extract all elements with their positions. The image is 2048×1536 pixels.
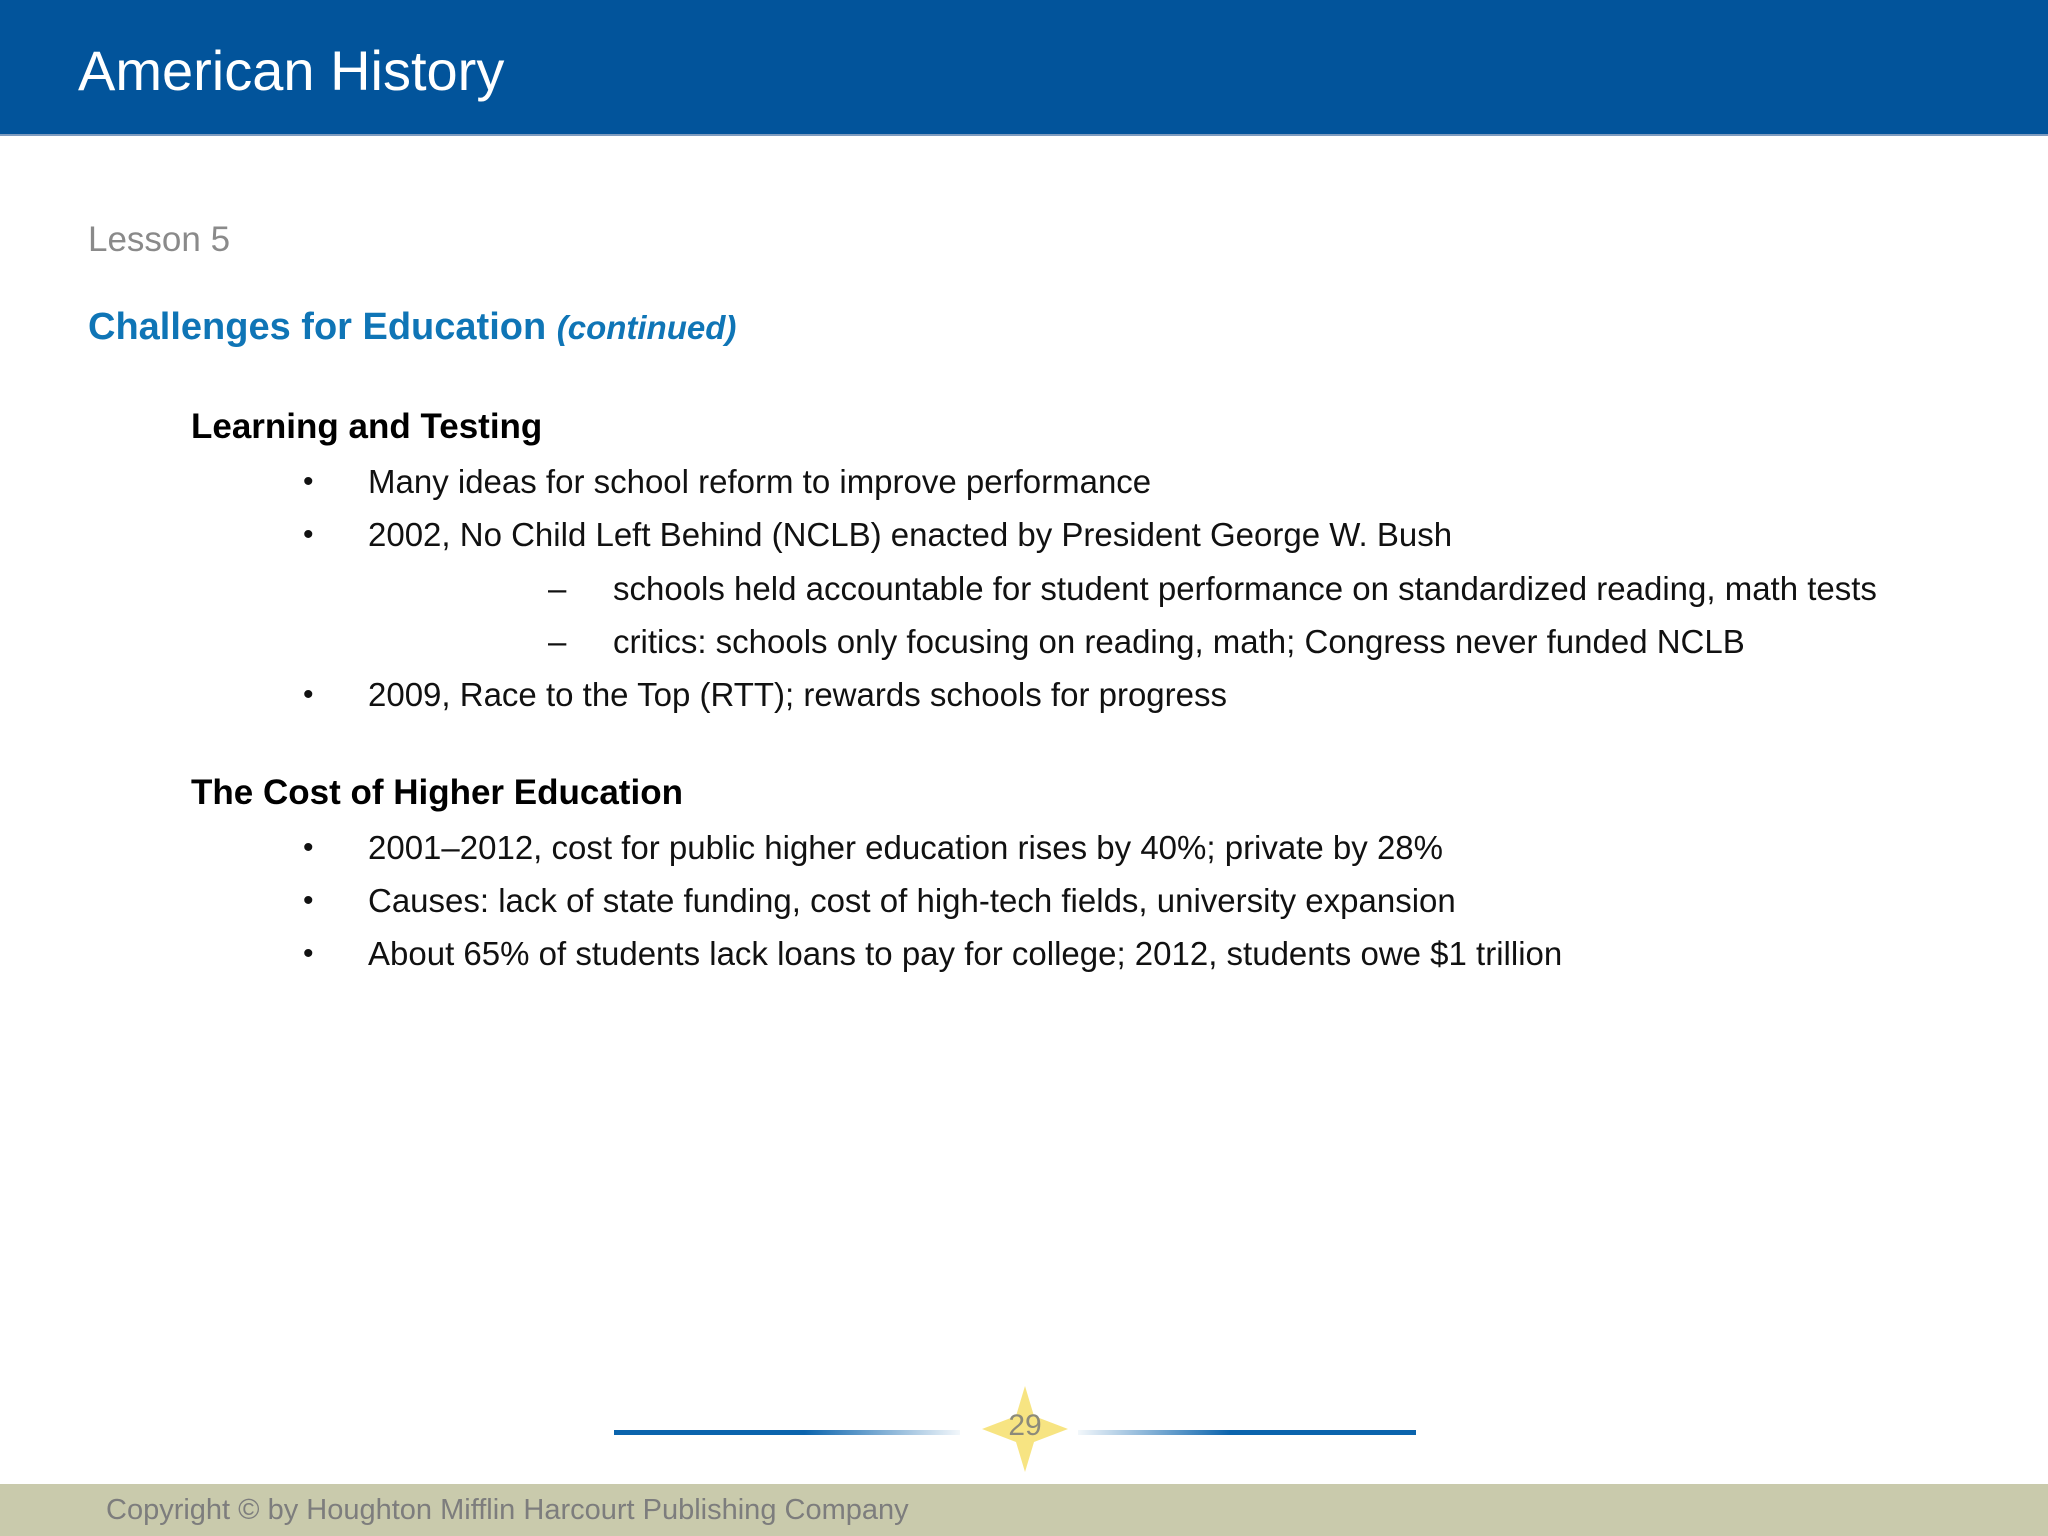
- bullet-item: About 65% of students lack loans to pay for college; 2012, students owe $1 trillion: [368, 935, 1563, 972]
- page-number: 29: [1008, 1409, 1042, 1442]
- bullet-marker: •: [303, 937, 314, 970]
- footer-divider-left: [614, 1430, 960, 1435]
- course-title: American History: [78, 39, 505, 102]
- bullet-item: 2009, Race to the Top (RTT); rewards schools for progress: [368, 676, 1227, 713]
- footer-divider-right: [1078, 1430, 1416, 1435]
- section-heading-learning-testing: Learning and Testing: [191, 407, 543, 446]
- bullet-item: Many ideas for school reform to improve performance: [368, 463, 1152, 500]
- copyright-text: Copyright © by Houghton Mifflin Harcourt Publishing Company: [106, 1494, 909, 1526]
- dash-marker: –: [548, 623, 567, 660]
- bullet-marker: •: [303, 518, 314, 551]
- copyright-bar: [0, 1484, 2048, 1536]
- header-bar: [0, 0, 2048, 136]
- lesson-label: Lesson 5: [88, 220, 231, 259]
- bullet-item: 2002, No Child Left Behind (NCLB) enacted by President George W. Bush: [368, 516, 1453, 553]
- bullet-item: Causes: lack of state funding, cost of high-tech fields, university expansion: [368, 882, 1456, 919]
- bullet-marker: •: [303, 678, 314, 711]
- dash-marker: –: [548, 570, 567, 607]
- bullet-marker: •: [303, 465, 314, 498]
- section-heading-cost-higher-education: The Cost of Higher Education: [191, 773, 683, 812]
- bullet-marker: •: [303, 884, 314, 917]
- bullet-item: 2001–2012, cost for public higher education rises by 40%; private by 28%: [368, 829, 1443, 866]
- sub-bullet-item: critics: schools only focusing on reading, math; Congress never funded NCLB: [613, 623, 1745, 660]
- bullet-marker: •: [303, 831, 314, 864]
- slide-title: [88, 302, 736, 353]
- slide-title-text: Challenges for Education: [88, 306, 547, 348]
- slide-title-continued: (continued): [556, 309, 737, 346]
- sub-bullet-item: schools held accountable for student performance on standardized reading, math tests: [613, 570, 1877, 607]
